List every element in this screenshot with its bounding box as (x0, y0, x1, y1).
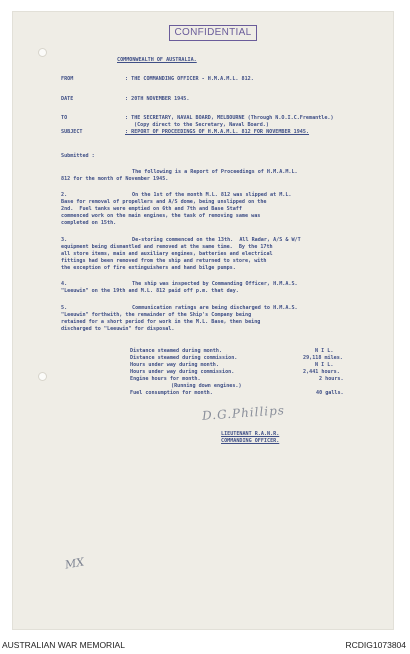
stat-label: Engine hours for month. (130, 376, 201, 382)
paragraph-2-line: On the 1st of the month M.L. 812 was slipped at M.L. (132, 192, 292, 198)
from-value: : THE COMMANDING OFFICER - H.M.A.M.L. 812. (125, 76, 254, 82)
handwritten-signature: D.G.Phillips (201, 403, 286, 423)
stat-value: 29,118 miles. (303, 355, 343, 361)
confidential-stamp: CONFIDENTIAL (169, 25, 257, 41)
stat-label: Distance steamed during month. (130, 348, 223, 354)
paragraph-5-line: Communication ratings are being discharged to H.M.A.S. (132, 305, 298, 311)
handwritten-mark: MX (64, 555, 86, 572)
paragraph-3-line: equipment being dismantled and removed at the same time. By the 17th (61, 244, 273, 250)
stat-note: (Running down engines.) (171, 383, 242, 389)
stat-value: 2 hours. (319, 376, 344, 382)
paragraph-3-line: De-storing commenced on the 13th. All Radar, A/S & W/T (132, 237, 301, 243)
stat-value: 2,441 hours. (303, 369, 340, 375)
paragraph-5-number: 5. (61, 305, 68, 311)
paragraph-1-line: 812 for the month of November 1945. (61, 176, 169, 182)
paragraph-4-line: "Leeuwin" on the 19th and M.L. 812 paid off p.m. that day. (61, 288, 239, 294)
paragraph-3-line: all store items, main and auxiliary engines, batteries and electrical (61, 251, 273, 257)
paragraph-5-line: "Leeuwin" forthwith, the remainder of the Ship's Company being (61, 312, 252, 318)
paragraph-4-number: 4. (61, 281, 68, 287)
paragraph-2-line: Base for removal of propellers and A/S dome, being unslipped on the (61, 199, 267, 205)
date-label: DATE (61, 96, 74, 102)
signoff-title: COMMANDING OFFICER. (221, 438, 280, 444)
paragraph-2-line: 2nd. Fuel tanks were emptied on 6th and 7th and Base Staff (61, 206, 242, 212)
archive-reference: RCDIG1073804 (345, 640, 406, 650)
to-value: : THE SECRETARY, NAVAL BOARD, MELBOURNE (Through N.O.I.C.Fremantle.) (125, 115, 334, 121)
stat-value: N I L. (315, 362, 334, 368)
subject-label: SUBJECT (61, 129, 83, 135)
submitted-label: Submitted : (61, 153, 95, 159)
document-page (13, 12, 393, 629)
to-label: TO (61, 115, 68, 121)
stat-value: N I L. (315, 348, 334, 354)
paragraph-5-line: retained for a short period for work in the M.L. Base, then being (61, 319, 261, 325)
paragraph-2-line: commenced work on the main engines, the task of removing same was (61, 213, 261, 219)
paragraph-5-line: discharged to "Leeuwin" for disposal. (61, 326, 175, 332)
paragraph-1-line: The following is a Report of Proceedings of H.M.A.M.L. (132, 169, 298, 175)
paragraph-3-line: fittings had been removed from the ship and returned to store, with (61, 258, 267, 264)
punch-hole (38, 48, 47, 57)
document-heading: COMMONWEALTH OF AUSTRALIA. (117, 57, 197, 63)
stat-label: Hours under way during commission. (130, 369, 235, 375)
from-label: FROM (61, 76, 74, 82)
signoff-rank: LIEUTENANT R.A.N.R. (221, 431, 280, 437)
paragraph-2-number: 2. (61, 192, 68, 198)
archive-credit: AUSTRALIAN WAR MEMORIAL (2, 640, 125, 650)
stat-label: Distance steamed during commission. (130, 355, 238, 361)
paragraph-3-number: 3. (61, 237, 68, 243)
stat-label: Hours under way during month. (130, 362, 219, 368)
paragraph-3-line: the exception of fire extinguishers and hand bilge pumps. (61, 265, 236, 271)
stat-label: Fuel consumption for month. (130, 390, 213, 396)
to-value-copy: (Copy direct to the Secretary, Naval Board.) (134, 122, 269, 128)
paragraph-2-line: completed on 15th. (61, 220, 117, 226)
date-value: : 20TH NOVEMBER 1945. (125, 96, 190, 102)
subject-value: : REPORT OF PROCEEDINGS OF H.M.A.M.L. 812 FOR NOVEMBER 1945. (125, 129, 310, 135)
stat-value: 40 galls. (316, 390, 344, 396)
paragraph-4-line: The ship was inspected by Commanding Officer, H.M.A.S. (132, 281, 298, 287)
punch-hole (38, 372, 47, 381)
